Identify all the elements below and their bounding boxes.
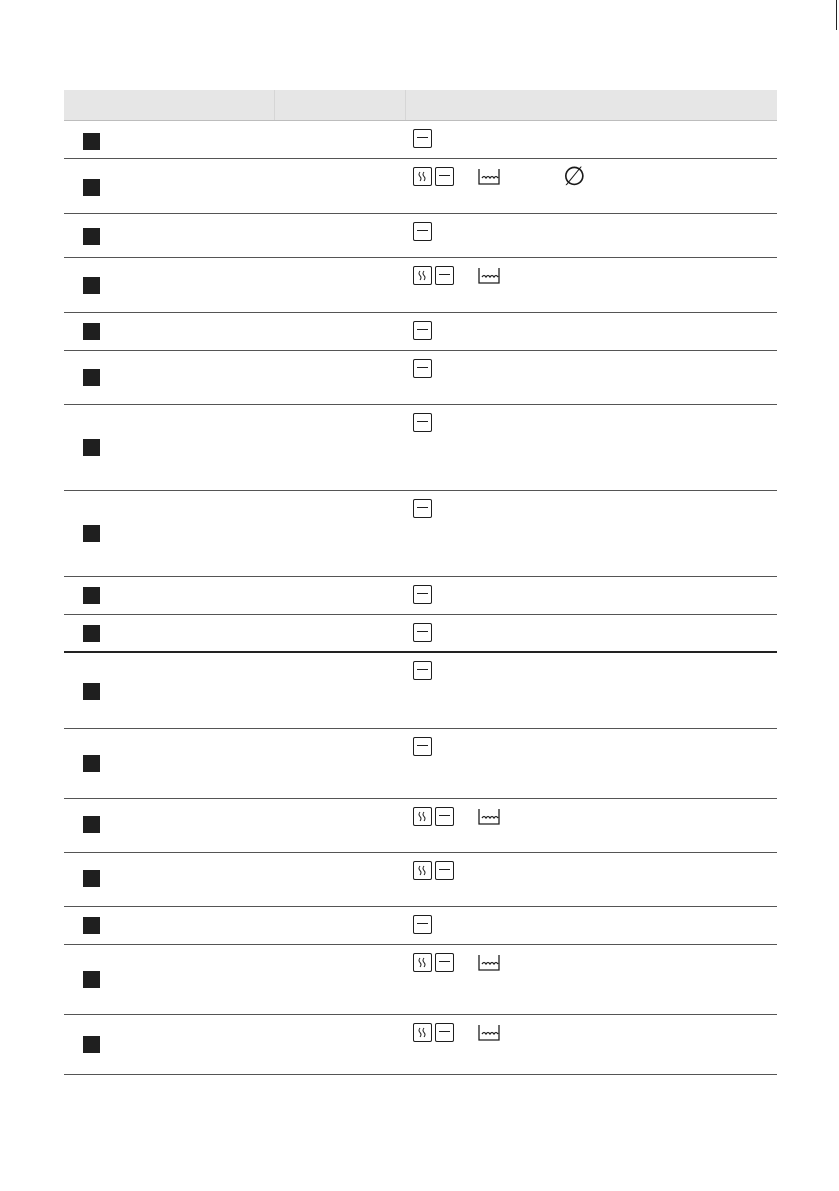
minus-box-icon (413, 129, 432, 148)
row-marker (83, 133, 100, 150)
icon-group (413, 265, 501, 285)
table-row (64, 159, 777, 214)
icon-group (413, 622, 435, 642)
row-marker (83, 228, 100, 245)
minus-box-icon (435, 266, 454, 285)
minus-box-icon (435, 953, 454, 972)
minus-box-icon (413, 915, 432, 934)
table-row (64, 491, 777, 577)
table-row (64, 313, 777, 351)
empty-set-icon: ∅ (563, 160, 586, 191)
minus-box-icon (413, 623, 432, 642)
table-row (64, 945, 777, 1015)
water-tub-icon (477, 167, 501, 186)
water-tub-icon (477, 953, 501, 972)
icon-group (413, 736, 435, 756)
table-header (64, 90, 777, 121)
row-marker (83, 369, 100, 386)
heat-icon (413, 953, 432, 972)
header-column-separator (274, 90, 275, 120)
row-marker (83, 870, 100, 887)
table-row (64, 258, 777, 313)
minus-box-icon (413, 413, 432, 432)
icon-group (413, 412, 435, 432)
minus-box-icon (435, 1023, 454, 1042)
minus-box-icon (435, 167, 454, 186)
row-marker (83, 683, 100, 700)
table-row (64, 907, 777, 945)
icon-group (413, 806, 501, 826)
row-marker (83, 525, 100, 542)
crop-mark (836, 0, 837, 30)
icon-group (413, 952, 501, 972)
heat-icon (413, 1023, 432, 1042)
icon-group (413, 160, 586, 191)
table-row (64, 577, 777, 615)
heat-icon (413, 807, 432, 826)
water-tub-icon (477, 266, 501, 285)
icon-group (413, 498, 435, 518)
row-marker (83, 971, 100, 988)
minus-box-icon (435, 807, 454, 826)
table-row (64, 615, 777, 653)
header-column-separator (405, 90, 406, 120)
minus-box-icon (413, 222, 432, 241)
row-marker (83, 277, 100, 294)
icon-group (413, 860, 457, 880)
row-marker (83, 439, 100, 456)
icon-group (413, 128, 435, 148)
minus-box-icon (413, 359, 432, 378)
row-marker (83, 587, 100, 604)
row-marker (83, 917, 100, 934)
icon-group (413, 584, 435, 604)
row-marker (83, 816, 100, 833)
table-row (64, 214, 777, 258)
icon-group (413, 221, 435, 241)
table-row (64, 121, 777, 159)
row-marker (83, 625, 100, 642)
minus-box-icon (413, 499, 432, 518)
minus-box-icon (413, 321, 432, 340)
minus-box-icon (413, 737, 432, 756)
table-row (64, 729, 777, 799)
minus-box-icon (413, 585, 432, 604)
minus-box-icon (435, 861, 454, 880)
row-marker (83, 179, 100, 196)
icon-group (413, 1022, 501, 1042)
minus-box-icon (413, 661, 432, 680)
table-row (64, 1015, 777, 1075)
water-tub-icon (477, 1023, 501, 1042)
table-row (64, 653, 777, 729)
table-row (64, 405, 777, 491)
table-row (64, 351, 777, 405)
symbols-table (64, 90, 777, 1075)
table-row (64, 799, 777, 853)
icon-group (413, 914, 435, 934)
row-marker (83, 755, 100, 772)
row-marker (83, 323, 100, 340)
icon-group (413, 358, 435, 378)
water-tub-icon (477, 807, 501, 826)
heat-icon (413, 266, 432, 285)
table-row (64, 853, 777, 907)
heat-icon (413, 167, 432, 186)
icon-group (413, 320, 435, 340)
heat-icon (413, 861, 432, 880)
icon-group (413, 660, 435, 680)
row-marker (83, 1036, 100, 1053)
